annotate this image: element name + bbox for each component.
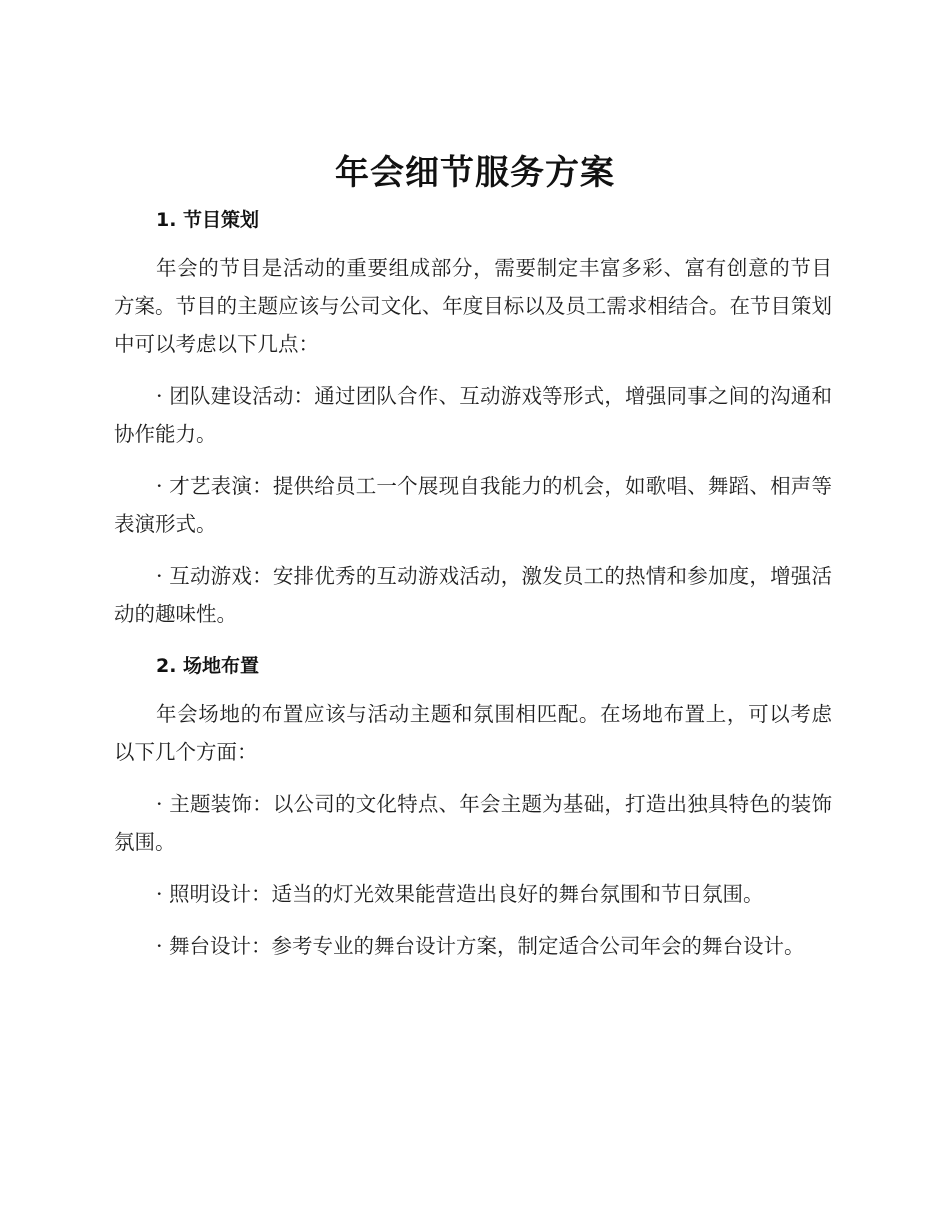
- paragraph-theme-decoration: · 主题装饰：以公司的文化特点、年会主题为基础，打造出独具特色的装饰氛围。: [114, 792, 832, 854]
- paragraph-stage-design: · 舞台设计：参考专业的舞台设计方案，制定适合公司年会的舞台设计。: [156, 934, 805, 958]
- paragraph-team-building: · 团队建设活动：通过团队合作、互动游戏等形式，增强同事之间的沟通和协作能力。: [114, 384, 832, 446]
- paragraph-program-intro: 年会的节目是活动的重要组成部分，需要制定丰富多彩、富有创意的节目方案。节目的主题应该与公司文化、年度目标以及员工需求相结合。在节目策划中可以考虑以下几点：: [114, 256, 832, 356]
- paragraph-interactive-games: · 互动游戏：安排优秀的互动游戏活动，激发员工的热情和参加度，增强活动的趣味性。: [114, 564, 832, 626]
- section-heading-program-planning: 1. 节目策划: [156, 209, 260, 231]
- document-title: 年会细节服务方案: [335, 153, 615, 193]
- section-heading-venue-setup: 2. 场地布置: [156, 655, 260, 677]
- paragraph-talent-show: · 才艺表演：提供给员工一个展现自我能力的机会，如歌唱、舞蹈、相声等表演形式。: [114, 474, 832, 536]
- document-body: [114, 203, 832, 965]
- paragraph-lighting-design: · 照明设计：适当的灯光效果能营造出良好的舞台氛围和节日氛围。: [156, 882, 764, 906]
- paragraph-venue-intro: 年会场地的布置应该与活动主题和氛围相匹配。在场地布置上，可以考虑以下几个方面：: [114, 702, 832, 764]
